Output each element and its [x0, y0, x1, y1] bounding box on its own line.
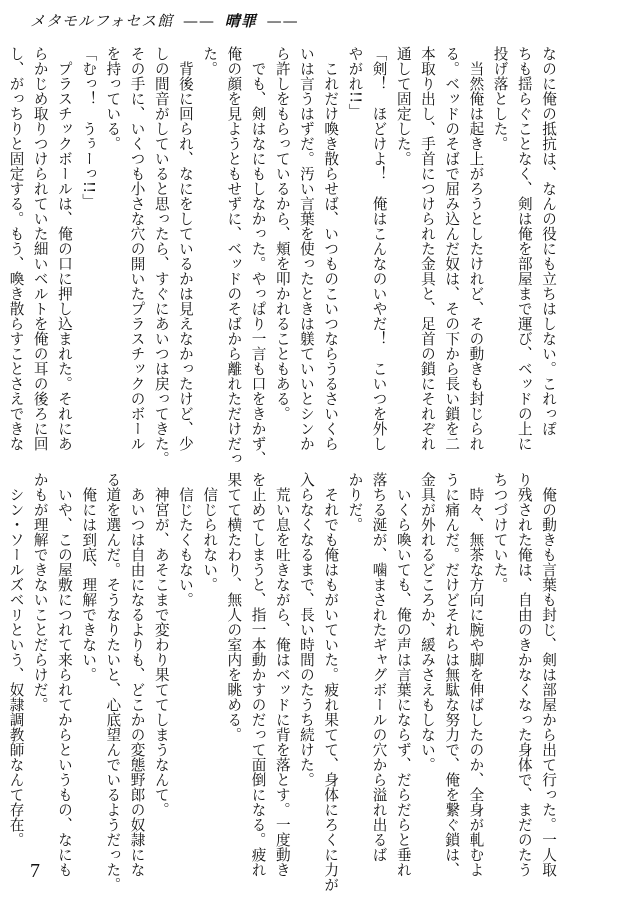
title-separator-right: ——: [266, 12, 299, 30]
text-line: かもが理解できないことだらけだ。: [31, 472, 49, 712]
text-line: なのに俺の抵抗は、なんの役にも立ちはしない。これっぽ: [540, 46, 557, 436]
text-line: し、がっちりと固定する。もう、喚き散らすことさえできな: [7, 46, 25, 451]
text-line: いや、この屋敷につれて来られてからというもの、なにも: [55, 472, 73, 877]
text-line: プラスチックボールは、俺の口に押し込まれた。それにあ: [55, 46, 73, 451]
text-line: いくら喚いても、俺の声は言葉にならず、だらだらと垂れ: [394, 472, 412, 877]
text-line: ら許しをもらっているから、頬を叩かれることもある。: [273, 46, 291, 421]
text-line: らかじめ取りつけられていた細いベルトを俺の耳の後ろに回: [31, 46, 49, 451]
text-line: それでも俺はもがいていた。疲れ果てて、身体にろくに力が: [322, 472, 340, 892]
text-line: [0, 472, 3, 852]
text-line: でも、剣はなにもしなかった。やっぱり一言も口をきかず、: [249, 46, 267, 466]
text-line: 通して固定した。: [394, 46, 412, 166]
text-line: その手に、いくつも小さな穴の開いたプラスチックのボール: [128, 46, 146, 451]
text-line: 俺の顔を見ようともせずに、ベッドのそばから離れただけだっ: [225, 46, 243, 466]
text-line: ちつづけていた。: [491, 472, 509, 592]
text-line: いは言うはずだ。汚い言葉を使ったときは躾ていいとシンか: [297, 46, 315, 451]
book-title: メタモルフォセス館: [30, 12, 174, 30]
running-head: [30, 10, 590, 32]
text-line: を持っている。: [104, 46, 122, 151]
text-line: 神宮が、あそこまで変わり果ててしまうなんて。: [152, 472, 170, 817]
text-line: 金具が外れるどころか、緩みさえもしない。: [418, 472, 436, 772]
text-line: た。: [201, 46, 219, 76]
text-line: 時々、無茶な方向に腕や脚を伸ばしたのか、全身が軋むよ: [467, 472, 485, 877]
text-line: 俺には到底、理解できない。: [80, 472, 98, 682]
text-line: 信じたくもない。: [176, 472, 194, 607]
text-line: しの間音がしていると思ったら、すぐにあいつは戻ってきた。: [152, 46, 170, 466]
text-line: かりだ。: [346, 472, 364, 532]
page-number: 7: [30, 860, 40, 882]
chapter-title: 晴罪: [224, 12, 257, 30]
lower-text-block: [7, 472, 560, 892]
text-line: 入らなくなるまで、長い時間のたうち続けた。: [297, 472, 315, 787]
text-line: 当然俺は起き上がろうとしたけれど、その動きも封じられ: [467, 46, 485, 451]
text-line: 背後に回られ、なにをしているかは見えなかったけど、少: [176, 46, 194, 451]
text-line: 俺の動きも言葉も封じ、剣は部屋から出て行った。一人取: [540, 472, 557, 877]
dialogue-line: 「むっ！ うぅーっ!!」: [80, 46, 98, 209]
text-line: 果てて横たわり、無人の室内を眺める。: [225, 472, 243, 742]
text-line: を止めてしまうと、指一本動かすのだって面倒になる。疲れ: [249, 472, 267, 877]
text-line: あいつは自由になるよりも、どこかの変態野郎の奴隷にな: [128, 472, 146, 877]
title-separator-left: ——: [183, 12, 216, 30]
text-line: 落ちる涎が、噛まされたギャグボールの穴から溢れ出るば: [370, 472, 388, 862]
text-line: [0, 46, 3, 426]
dialogue-line: 「剣！ ほどけよ！ 俺はこんなのいやだ！ こいつを外し: [370, 46, 388, 451]
upper-text-block: [7, 46, 560, 466]
text-line: 本取り出し、手首につけられた金具と、足首の鎖にそれぞれ: [418, 46, 436, 451]
text-line: り残された俺は、自由のきかなくなった身体で、まだのたう: [515, 472, 533, 877]
text-line: シン・ソールズベリという、奴隷調教師なんて存在。: [7, 472, 25, 847]
text-line: これだけ喚き散らせば、いつものこいつならうるさいくら: [322, 46, 340, 451]
text-line: うに痛んだ。だけどそれらは無駄な努力で、俺を繋ぐ鎖は、: [443, 472, 461, 877]
text-line: 信じられない。: [201, 472, 219, 592]
text-line: る。ベッドのそばで屈み込んだ奴は、その下から長い鎖を二: [443, 46, 461, 451]
dialogue-line: やがれ!!」: [346, 46, 364, 119]
text-line: る道を選んだ。そうなりたいと、心底望んでいるようだった。: [104, 472, 122, 892]
text-line: 荒い息を吐きながら、俺はベッドに背を落とす。一度動き: [273, 472, 291, 877]
text-line: 投げ落とした。: [491, 46, 509, 151]
text-line: ちも揺らぐことなく、剣は俺を部屋まで運び、ベッドの上に: [515, 46, 533, 451]
